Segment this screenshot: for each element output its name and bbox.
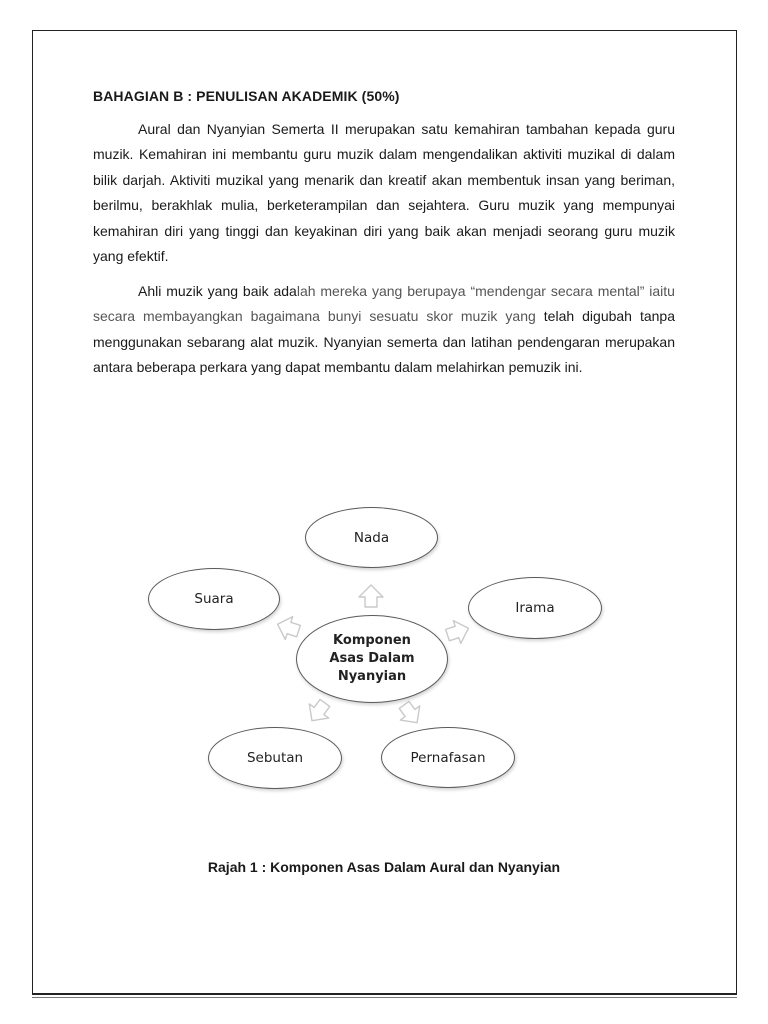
arrow-to-sebutan-icon [302,696,334,728]
section-heading: BAHAGIAN B : PENULISAN AKADEMIK (50%) [93,88,400,104]
paragraph-2-part-3: telah digubah tanpa menggunakan sebarang alat muzik. Nyanyian semerta dan latihan pendengaran merupakan antara beberapa perkara yang dapat membantu dalam melahirkan pemuzik ini. [93,308,675,376]
node-pernafasan [381,727,515,788]
center-line-1: Komponen [333,633,411,648]
paragraph-2-part-1: Ahli muzik yang baik ada [138,283,297,299]
node-center [296,615,448,703]
node-irama [468,577,602,639]
center-line-3: Nyanyian [337,669,407,684]
center-line-2: Asas Dalam [329,651,415,666]
arrow-to-nada-icon [359,585,383,607]
node-irama-label: Irama [515,600,555,616]
node-pernafasan-label: Pernafasan [410,749,486,766]
arrow-to-suara-icon [274,613,302,643]
node-suara-label: Suara [194,591,234,607]
paragraph-1: Aural dan Nyanyian Semerta II merupakan satu kemahiran tambahan kepada guru muzik. Kemahiran ini membantu guru muzik dalam mengendalikan aktiviti muzikal di dalam bilik darjah. Aktiviti muzikal yang menarik dan kreatif akan membentuk insan yang beriman, berilmu, berakhlak mulia, berketerampilan dan sejahtera. Guru muzik yang mempunyai kemahiran diri yang tinggi dan keyakinan diri yang baik akan menjadi seorang guru muzik yang efektif. [93,121,675,265]
node-suara [148,568,280,630]
paragraph-2-part-2: lah mereka yang berupaya “mendengar secara mental” iaitu secara membayangkan bagaimana bunyi sesuatu skor muzik yang [93,283,675,325]
arrow-to-irama-icon [444,617,472,647]
node-sebutan-label: Sebutan [246,750,304,766]
node-nada-label: Nada [353,529,390,546]
arrow-to-pernafasan-icon [394,698,426,730]
figure-caption: Rajah 1 : Komponen Asas Dalam Aural dan Nyanyian [207,859,561,875]
node-nada [305,507,438,568]
node-sebutan [208,727,342,789]
